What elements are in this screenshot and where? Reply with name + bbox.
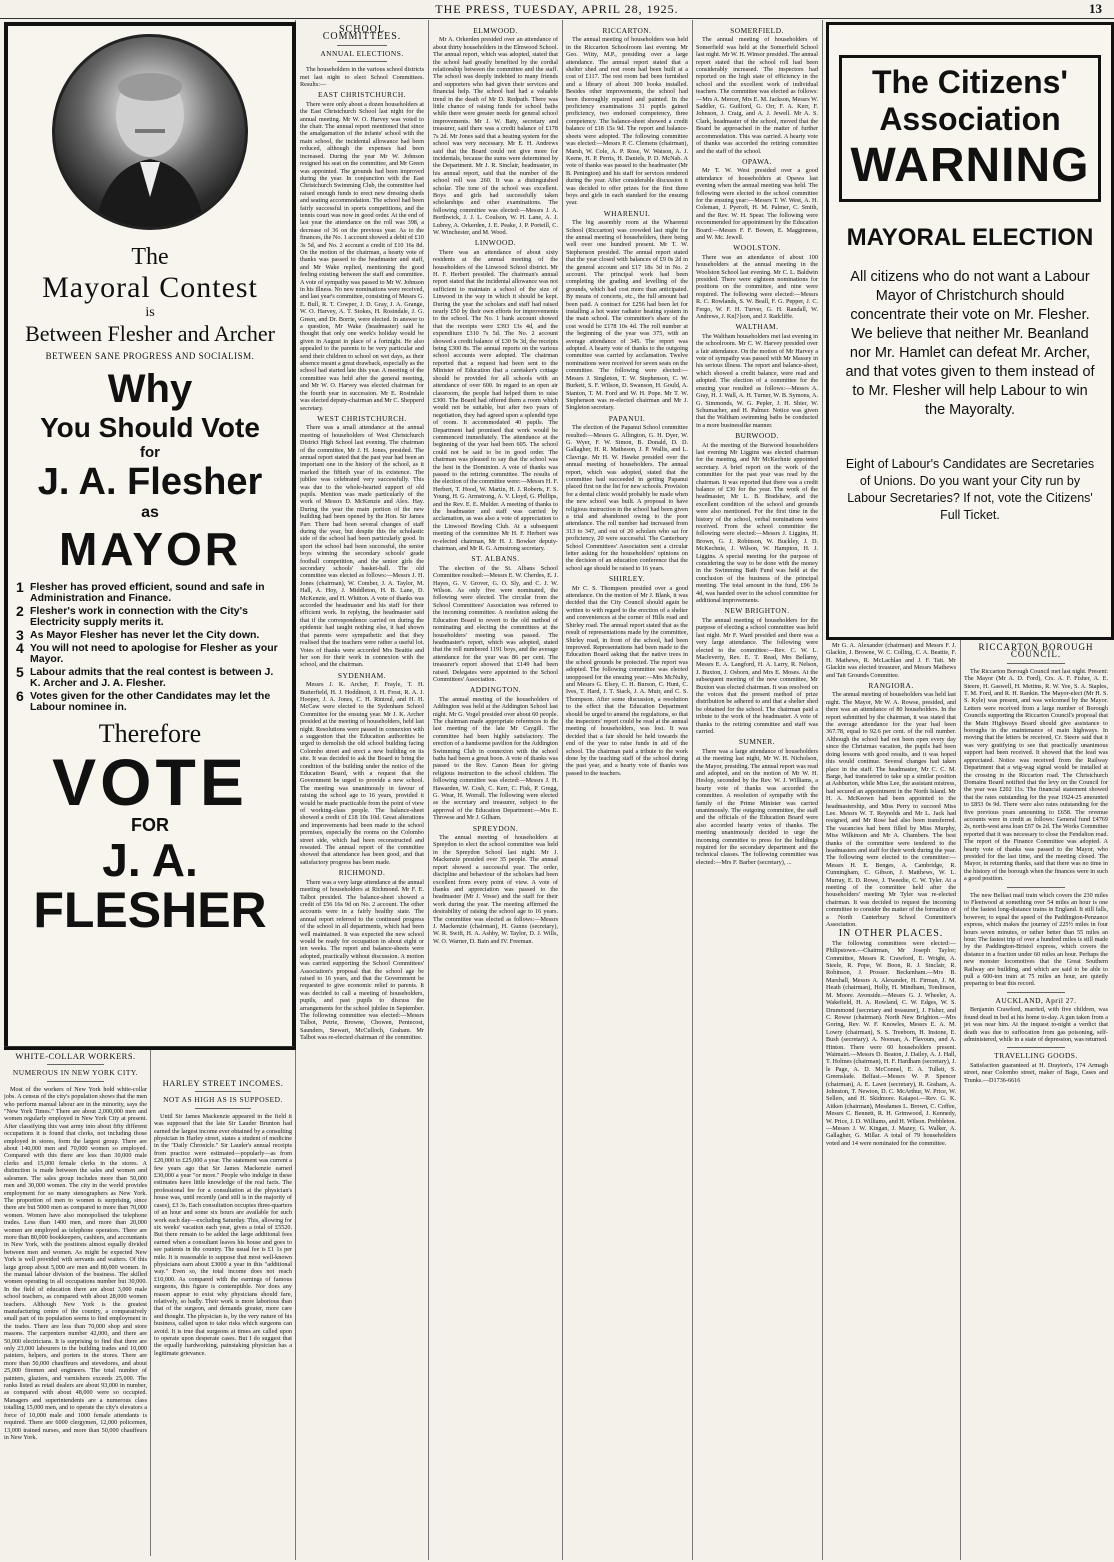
- reason-item: [16, 603, 284, 628]
- ad-line: FOR: [131, 815, 169, 835]
- reason-item: [16, 664, 284, 689]
- district-heading: RICHMOND.: [338, 868, 386, 878]
- article-paragraph: There was a very large attendance at the annual meeting of householders at Richmond. Mr F. E. Talbot presided. The balance-sheet showed a credit of £56 16s 9d on No. 2 account. The other accounts were in a fairly healthy state. The annual report referred to the continued progress of the school in all departments, which had been well maintained. It was expected the new school would be ready for occupation in about eight or ten weeks. The report and balance-sheets were adopted, practically without discussion. A motion was carried supporting the School Committees' Association's proposal that the school age be raised to 16 years, and that the Government be requested to give economic relief to parents. It was decided to call a meeting of householders, pupils, and past pupils to discuss the arrangements for the school jubilee in September. The following committee was elected:—Messrs Talbot, Petrie, Browne, Chowen, Pentecost, Saunders, Stewart, McCulloch, Graham. Mr Talbot was re-elected chairman of the committee.: [300, 878, 424, 1042]
- reason-item: [16, 640, 284, 665]
- district-heading: PAPANUI.: [608, 413, 646, 423]
- reason-number: 5: [16, 664, 24, 680]
- article-paragraph: Mr G. A. Alexander (chairman) and Messrs F. J. Glackin, J. Browne, W. C. Colling, C. A. Beattie, F. H. Mathews, R. McLachlan and J. F. Tait. Mr Glackin was elected treasurer, and Messrs Mathews and Tait Grounds Committee.: [826, 642, 956, 679]
- ad-line: Therefore: [98, 719, 202, 748]
- district-heading: RICCARTON.: [602, 26, 652, 35]
- article-paragraph: There were only about a dozen householders at the East Christchurch School last night for the annual meeting. Mr W. O. Harvey was voted to the chair. The annual report mentioned that since the amalgamation of the infants' school with the main school, the incidental allowance had been reduced, although the expenses had been increased. During the year Mr W. Johnson resigned his seat on the committee, and Mr Green was appointed. The grounds had been improved during the year. In conjunction with the East Christchurch Swimming Club, the committee had raised enough funds to erect new dressing sheds and seating accommodation. The school had been fairly successful in sports competitions, and the tennis court was now in good order. At the end of last year the attendance on the roll was 398, a decrease of 36 on the previous year. As to the finances, the No. 1 account showed a debit of £10 3s 5d, and No. 2 account a credit of £10 16s 8d. On the motion of the chairman, a hearty vote of thanks was passed to the headmaster and staff, and Mr Wake replied, mentioning the good feeling existing between the staff and committee. A vote of sympathy was passed to Mr W. Johnson in his illness. No new nominations were received, and last year's committee, consisting of Messrs G. E. Bull, R. T. Cowper, J. D. Gray, J. A. Grange, W. O. Harvey, A. T. Stokes, H. Rosindale, J. G. Green, and Dr. Borrie, were elected. In answer to a question, Mr Wake (headmaster) said he thought that only one week's holiday would be given in August in place of a fortnight. He also appealed to the parents to be very particular and send their children to school on wet days, as their absence meant a great drawback, especially as the school had started late this year. A meeting of the committee was held after the general meeting, and Mr W. O. Harvey was elected chairman for the fourth year in succession. Mr E. Rosindale was elected deputy-chairman and Mr C. Shepperd secretary.: [300, 100, 424, 412]
- news-column-6: [826, 642, 956, 1556]
- article-paragraph: The election of the St. Albans School Committee resulted:—Messrs E. W. Cherdes, E. J. Hayes, G. V. Grover, G. O. Sly, and C. J. W. Wilson. As only five were nominated, the following were elected. The circular from the School Committees' Association was referred to the incoming committee. A resolution asking the Education Board to revert to the old method of nominating and electing the committees at the householders' meeting was passed. The headmaster's report, which was adopted, stated that the roll numbered 1191 boys, and the average attendance for the year was 86 per cent. The treasurer's report showed that £149 had been raised. Delegates were appointed to the School Committees' Association.: [433, 564, 558, 683]
- reasons-list: [16, 579, 284, 713]
- column-rule: [822, 20, 823, 1560]
- citizens-ad-header: [839, 55, 1101, 202]
- article-subheadline: NUMEROUS IN NEW YORK CITY.: [12, 1068, 139, 1078]
- article-paragraph: The annual meeting of householders at Spreydon to elect the school committee was held in the Spreydon School last night. Mr J. Mackenzie presided over 35 people. The annual report showed a successful year. The order, discipline and behaviour of the scholars had been excellent from every point of view. A vote of thanks and appreciation was passed to the headmaster (Mr J. Vosse) and the staff for their work during the year. The meeting affirmed the desirability of raising the school age to 16 years. The committee was elected as follows:—Messrs J. Mackenzie (chairman), H. Gunns (secretary), W. R. Swift, H. A. Ashby, W. Taylor, D. J. Wills, W. O. Warner, D. Bain and IV. Freeman.: [433, 834, 558, 945]
- article-paragraph: Mr C. S. Thompson presided over a good attendance. On the motion of Mr J. Blank, it was decided that the City Council should again be written to with regard to the erection of a shelter and conveniences at the corner of Hills road and Shirley road. The annual report stated that as the result of representations made by the committee, Shirley road, in front of the school, had been improved. Representations had been made to the Education Board asking that the native trees in the school grounds be protected. The report was adopted. The following committee was elected unopposed for the ensuing year:—Mrs McNulty, and Messrs G. Elsey, C. H. Burson, C. Hunt, C. Ives, T. Hard, J. T. Stack, J. A. Muir, and C. S. Thompson. After some discussion, a resolution to the effect that the Education Department should be urged to amend the regulations, so that the inspectors' report could be read at the annual meeting of householders, was lost. It was decided that a fair should be held towards the end of the year to raise funds in aid of the school. The chairman paid a tribute to the work done by the teaching staff of the school during the past year, and a hearty vote of thanks was passed to the teachers.: [566, 584, 688, 777]
- ad-line: Association: [879, 101, 1061, 137]
- article-paragraph: The annual meeting of householders of Somerfield was held at the Somerfield School last night. Mr W. H. Winsor presided. The annual report stated that the school roll had been considerably increased. The inspectors had reported on the high state of efficiency in the school and the excellent work of individual teachers. The committee was elected as follows:—Mrs A. Mercer, Mrs E. M. Jackson, Messrs W. Saddler, G. Guilford, G. Orr, F. A. Kerr, F. Johnson, J. Craig, and A. J. Jewell. Mr A. S. Clark, headmaster of the school, moved that the Board be approached in the matter of further accommodation. This was carried. A hearty vote of thanks was accorded the retiring committee and the staff of the school.: [696, 36, 818, 155]
- reason-text: Votes given for the other Candidates may let the Labour nominee in.: [30, 690, 271, 713]
- dateline: AUCKLAND, April 27.: [995, 995, 1077, 1005]
- district-heading: WEST CHRISTCHURCH.: [317, 413, 407, 423]
- ad-line: The Citizens': [871, 64, 1069, 100]
- school-committees-column: [300, 24, 424, 1556]
- article-paragraph: The annual meeting of householders for the purpose of electing a school committee was held last night. Mr F. Ward presided and there was a very large attendance. The following were elected to the committee:—Rev. C. W. L. Macleverty, Rev. E. T. Read, Mrs Bellamy, Messrs E. A. Langford, H. A. Larry, R. Nelson, J. Buxton, J. Osborn, and Mrs E. Moses. At the subsequent meeting of the new committee, Mr Buxton was elected chairman. It was resolved on the voices that the present method of prize distribution be adhered to and that a shelter shed be obtained for the school. The chairman paid a tribute to the work of the headmaster. A vote of thanks to the retiring committee and staff was carried.: [696, 616, 818, 735]
- news-column-5: [696, 24, 818, 1556]
- classified-heading: TRAVELLING GOODS.: [994, 1051, 1078, 1061]
- ad-line: MAYOR: [59, 523, 241, 575]
- article-paragraph: There was an attendance of about sixty residents at the annual meeting of the householders of the Linwood School district. Mr H. F. Herbert presided. The chairman's annual report stated that the incidental allowance was not sufficient to maintain a school of the size of Linwood in the way in which it should be kept. During the year the scholars and staff had raised nearly £50 by their own efforts for improvements to the school. The No. 1 bank account showed that the receipts were £393 13s 4d, and the expenditure £310 7s 5d. The No. 2 account showed a credit balance of £30 9s 3d, the receipts being £300 8s. The annual reports on the various school accounts were adopted. The chairman reported that a request had been sent to the Minister of Education that a caretaker's cottage should be provided for all schools with an attendance of over 600. In regard to an open air classroom, the people had helped them to raise £300. The Board had offered them a room which would not be suitable, but after two years of negotiation, they had agreed upon a splendid type of room. It accommodated 40 pupils. The Department had promised that work would be commenced immediately. The attendance at the beginning of the year had been 605. The school could not be said to be in good order. The chairman was pleased to say that the school was the best in the Dominion. A vote of thanks was passed to the retiring committee. The results of the election of the committee were:—Messrs H. F. Herbert, T. Hood, W. Martin, H. J. Roberts, F. S. Young, H. G. Armstrong, A. V. Lloyd, G. Phillips, and the Rev. E. E. Mulder. A meeting of thanks to the headmaster and staff was carried by acclamation, as was also a vote of appreciation to the Linwood Bowling Club. At a subsequent meeting of the committee Mr H. F. Herbert was re-elected chairman, Mr H. J. Bowker deputy-chairman, and Mr R. G. Armstrong secretary.: [433, 248, 558, 553]
- article-paragraph: The new Belfast mail train which covers the 230 miles to Fleetwood at something over 54 miles an hour is one of the fastest long-distance trains in England. It still falls, however, to equal the speed of the Paddington-Penzance express, which makes the journey of 225½ miles in four hours seven minutes, or rather better than 55 miles an hour. The fastest trip of over a hundred miles is still made by the Paddington-Bristol express, which covers the distance in a fraction under 60 miles an hour. Perhaps the new monster locomotives that the Great Southern Railway are building, and which are said to be able to pull a 600-ton train at 75 miles an hour, are quietly preparing to beat this record.: [964, 891, 1108, 988]
- ad-line: Between Flesher and Archer: [25, 321, 275, 346]
- citizens-ad-body: All citizens who do not want a Labour Mayor of Christchurch should concentrate their vote on Mr. Flesher. We believe that neither Mr. Beanland nor Mr. Hamlet can defeat Mr. Archer, and that votes given to them instead of to Mr. Flesher will help Labour to win the Mayoralty.: [845, 269, 1095, 418]
- district-heading: SOMERFIELD.: [730, 26, 784, 35]
- reason-text: Flesher has proved efficient, sound and safe in Administration and Finance.: [30, 581, 265, 604]
- ad-line: is: [145, 305, 155, 320]
- news-column-4: [566, 24, 688, 1556]
- citizens-ad-footer: Eight of Labour's Candidates are Secretaries of Unions. Do you want your City run by Labour Secretaries? If not, vote the Citizens' Full Ticket.: [845, 457, 1095, 522]
- article-paragraph: The annual meeting of householders was held in the Riccarton Schoolroom last evening. Mr Geo. Witty, M.P., presiding over a large attendance. The annual report stated that a shelter shed and rest room had been built at a cost of £117. The rest room had been furnished and a library of about 300 books installed. Besides other improvements, the school had been thoroughly repaired and painted. In the proficiency examinations 31 pupils gained proficiency, two endorsed competency, three competency. The balance-sheet showed a credit balance of £18 15s 9d. The report and balance-sheets were adopted. The following committee was elected:—Messrs P. C. Clemens (chairman), Marsh, W. Cole, A. P. Rose, W. Watson, A. J. Keene, H. P. Perris, H. Daniels, P. D. McNab. A vote of thanks was passed to the headmaster (Mr B. Penington) and his staff for services rendered during the year. After considerable discussion it was decided to offer prizes for the first three boys and girls in each standard for the ensuing year.: [566, 36, 688, 207]
- section-headline: SCHOOL COMMITTEES.: [322, 24, 402, 43]
- district-heading: ST. ALBANS.: [471, 554, 520, 564]
- district-heading: LINWOOD.: [474, 238, 517, 248]
- ad-line: BETWEEN SANE PROGRESS AND SOCIALISM.: [45, 351, 255, 361]
- article-headline: WHITE-COLLAR WORKERS.: [15, 1051, 136, 1061]
- article-paragraph: There was a small attendance at the annual meeting of householders of West Christchurch District High School last evening. The chairman of the committee, Mr J. H. Jones, presided. The annual report stated that the past year had been an important one in the history of the school, as it marked the fiftieth year of its existence. The jubilee was celebrated very successfully. This was due to the whole-hearted support of old pupils. Mention was made particularly of the work of Messrs D. McKenzie and Alex. Hay. During the year the main portion of the new building had been opened by the Hon. Sir James Parr. There had been several changes of staff during the year, but despite this the scholastic side of the school had been particularly good. In sport the school had been successful, the senior boys winning the secondary schools' grade football competition, and the senior girls the secondary schools' basket-ball. The old committee was elected as follows:—Messrs J. H. Jones (chairman), W. Comber, J. A. Taylor, M. Hall, A. Hoy, J. Middleton, H. B. Lane, D. McKenzie, and H. Whitton. A vote of thanks was accorded the headmaster and his staff for their efficient work. In replying, the headmaster said that if the correspondence carried on during the epidemic had taught nothing else, it had shown that parents were sympathetic and that they realised that the teachers were rather a useful lot. Votes of thanks were accorded Mrs Beattie and her son for their work in connexion with the school, and the chairman.: [300, 424, 424, 669]
- section-divider: [4, 1046, 294, 1047]
- article-paragraph: Until Sir James Mackenzie appeared in the field it was supposed that the late Sir Lauder Brunton had earned the largest income ever obtained by a consulting physician in Harley street, states a student of medicine in the "Daily Chronicle." Sir Lauder's annual receipts from practice were estimated—popularly—as from £20,000 to £25,000 a year. The statement was current a few years ago that Sir James Mackenzie earned £30,000 a year "or more." People who indulge in these estimates have little knowledge of the real facts. The professional fee for a consultation at the physician's house was, until recently (and still is in the majority of cases), £3 3s. Each consultation occupies three-quarters of an hour and some six hours are available for such work each day—excluding Saturday. This, allowing for six weeks' vacation each year, gives a total of £5520. But there remain to be added the large additional fees earned when a consultant leaves his house and goes to see patients in the country. The usual fee is £1 1s per mile. It is reasonable to suppose that most well-known physicians earn about £3000 a year in this "additional way." Even so, the total income does not reach £10,000. As compared with the earnings of famous surgeons, this figure is contemptible. Nor does any reason appear to exist why physicians should fare, relatively, so badly. Their work is more laborious than that of the surgeon, and demands greater, more care and thought. The physician is, by the very nature of his business, called upon to take risks which surgeons can avoid. It is true that surgeons at times are called upon to operate upon desperate cases. But I do suggest that the equally hardworking, painstaking physician has a legitimate grievance.: [154, 1112, 292, 1357]
- district-heading: SHIRLEY.: [608, 574, 646, 584]
- candidate-portrait: [52, 34, 248, 230]
- article-paragraph: The following committees were elected:— Philipstown.—Chairman, Mr Joseph Taylor; Committee, Messrs R. Crawford, E. Wright, A. Steele, R. Pope, W. Boon, R. J. Sinclair, R. Robinson, J. Prosser. Beckenham.—Mrs B. Marshall, Messrs A. Alexander, H. Firman, J. M. Heath (chairman), Holly, H. Mindham, Tomlinson, M. Moore. Avonside.—Messrs G. J. Wheeler, A. Wakefield, H. A. Rowland, C. W. Edges, W. S. Drummond (secretary and treasurer), J. Fisher, and C. Rowse (chairman). North New Brighton.—Mrs Goring, Rev. W. F. Knowles, Messrs E. A. M. Lowry (chairman), S. S. Treeborn, H. Instone, E. Bush (secretary). A. Noonan, A. Flavours, and A. Hinton. There were 60 householders present. Waimairi.—Messrs D. Beaton, J. Dailey, A. J. Hall, T. Holmes (chairman), H. F. Hardham (secretary), J. le Page, A. D. McConnel, E. A. Tullett, S. Greenslade. Belfast.—Messrs W. P. Spencer (chairman), A. E. Lawn (secretary), R. Graham, A. Johnston, T. Newton, D. C. McArthur, W. Price, W. Sellers, and H. Skidmore. Kaiapoi.—Rev. G. K. Aitken (chairman), Mesdames L. Brown, C. Coffee, Messrs C. Bennett, R. H. Grimwood, J. Kennedy, W. Price, J. D. Williams, and H. Wilson. Prebbleton.—Messrs J. W. Kingan, J. Mazey, G. Walker, A. Gallagher, G. Millar. A total of 79 householders voted and 14 were nominated for the committee.: [826, 939, 956, 1147]
- district-heading: WALTHAM.: [735, 322, 779, 332]
- article-paragraph: The Riccarton Borough Council met last night. Present: The Mayor (Mr A. D. Ford), Crs. A. F. Fisher, A. E. Steere, H. Gaswell, H. Mettins, R. W. Yee, S. A. Staples, T. M. Ford, and R. H. Rankin. The Mayor-elect (Mr H. S. S. Kyle) was present, and was welcomed by the Mayor. Letters were received from a large number of Borough Councils supporting the Riccarton Council's proposal that the Main Highways Board should give assistance to boroughs in the maintenance of main highways. In moving that the letters be received, Cr. Steere said that it was very gratifying to see that practically unanimous support had been received. It showed that the lead was appreciated. Notice was received from the Railway Department that a wig-wag signal would be installed at the crossing in the Riccarton road. The Christchurch Domains Board notified that the levy on the Council for the year was £202 11s. The financial statement showed that the rates outstanding for the year 1924-25 amounted to £853 0s 9d. There were also rates outstanding for the five previous years amounting to £658. The revenue accounts were in credit as follows: General fund £4769 2s, north-west area loan £67 0s 2d. The Works Committee reported that it was necessary to close the Fendalton road. The report of the Finance Committee was adopted. A hearty vote of thanks was passed to the Mayor, who presided for the last time, and the meeting closed. The Mayor, in returning thanks, said that there was no time in the history of the borough when the finances were in such a good position.: [964, 667, 1108, 883]
- district-heading: BURWOOD.: [735, 431, 779, 441]
- article-paragraph: At the meeting of the Burwood householders last evening Mr Liggins was elected chairman for the meeting, and Mr McKechnie appointed secretary. A brief report on the work of the committee for the past year was read by the chairman. It was reported that there was a credit balance of £30 for the year. The work of the headmaster, Mr L. B. Bradshaw, and the excellent condition of the school and grounds were also mentioned. For the first time in the history of the school, verbal nominations were received. From the school committee the following were elected:—Messrs J. Liggins, H. Brown, G. J. Robinson, W. Buckley, J. D. McKechnie, J. Wilson, W. Hampton, H. J. Liggins. A special meeting for the purpose of considering the way to be done with the money in the Swimming Bath Fund was held at the conclusion of the business of the principal meeting. The total amount in the fund, £96 3s 4d, was handed over to the school committee for additional improvements.: [696, 441, 818, 605]
- district-heading: WOOLSTON.: [733, 243, 781, 253]
- district-heading: EAST CHRISTCHURCH.: [317, 90, 407, 100]
- column-rule: [692, 20, 693, 1560]
- article-paragraph: There was a large attendance of householders at the meeting last night, Mr W. H. Nicholson, the Mayor, presiding. The annual report was read and adopted, and on the motion of Mr W. H. Heslop, seconded by the Rev. W. J. Williams, a hearty vote of thanks was accorded the committee. A resolution of sympathy with the family of the Prime Minister was carried unanimously. The outgoing committee, the staff and the officials of the Education Board were also accorded hearty votes of thanks. The meeting unanimously decided to urge the incoming committee to press for the buildings required for the secondary department and the technical classes. The following committee was elected:—Mrs F. Barber (secretary), ...: [696, 747, 818, 866]
- article-subheadline: NOT AS HIGH AS IS SUPPOSED.: [163, 1095, 283, 1105]
- section-headline: RICCARTON BOROUGH COUNCIL.: [978, 642, 1094, 660]
- ad-line: WARNING: [850, 139, 1090, 192]
- ad-line: MAYORAL ELECTION: [846, 224, 1094, 251]
- article-paragraph: Most of the workers of New York hold white-collar jobs. A census of the city's population shows that the men who perform manual labour are in the minority, says the "New York Times." There are about 2,000,000 men and women regularly employed in New York City at present. After classifying this vast army into about fifty different occupations it is found that clerks, not including those employed in stores, form the largest group. There are about 140,000 men and 70,000 women so employed. Compared with this there are less than 30,000 male clerks and 15,000 female clerks in the stores. A distinction is made between the sales and women and salesmen. The sales group includes more than 50,000 men and 30,000 women. The city in the world provides employment for so many stenographers as New York. The proportion of men to women is surprising, since there are but 5000 men as compared to more than 70,000 women. Women have also monopolised the telephone trades. Less than 1400 men, and more than 20,000 women are employed as telephone operators. There are more than 80,000 bookkeepers, cashiers, and accountants in New York, with the positions almost equally divided between men and women. As might be expected New York is well provided with servants and waiters. Of this large group about 5,000 are men and 80,000 women. In the manual labour division of the business. The skilled women operating in all occupations number but 30,000. In the field of education there are about 3,000 male school teachers, as compared with about 28,000 women teachers. Although New York is the greatest manufacturing centre of the country, a comparatively small part of its population seems to find employment in the trades. There are less than 70,000 shop and store masons. The carpenters number 42,000, and there are 50,000 electricians. It is surprising to find that there are only 23,000 labourers in the building trades and 10,000 painters, helpers, and porters in the stores. There are more than 50,000 chauffeurs and stevedores, and about 25,000 firemen and engineers. The total number of painters, glaziers, and varnishers exceeds 25,000. The ranks listed as retail dealers are about 93,000 in number, as compared with about 48,000 were so occupied. Managers and superintendents are a numerous class totalling 15,000 men, and to operate the city's elevators a force of 10,000 male and 1000 female attendants is required. There are 6000 clergymen, 12,000 policemen, 13,000 trained nurses, and more than 50,000 chauffeurs in New York.: [4, 1085, 147, 1441]
- ad-line: The: [131, 244, 169, 270]
- district-heading: SUMNER.: [738, 737, 776, 747]
- ad-line: J. A. Flesher: [37, 461, 263, 503]
- reason-number: 1: [16, 579, 24, 595]
- district-heading: ELMWOOD.: [473, 26, 518, 35]
- article-paragraph: The Waltham householders met last evening in the schoolroom. Mr C. W. Harvey presided over a fair attendance. On the motion of Mr Harvey a vote of sympathy was passed with Mr Massey in his serious illness. The report and balance-sheet, which showed a credit balance, were read and adopted. The election of a committee for the ensuing year resulted as follows:—Messrs A. Gray, H. J. Wall, A. H. Turner, W. B. Symons, A. G. Simmonds, W. G. Pepler, J. H. Shier, W. Schumacher, and H. Palmer. Notice was given that the Waltham swimming baths be conducted in a more businesslike manner.: [696, 332, 818, 429]
- page-number: 13: [1089, 1, 1102, 16]
- harley-street-article: [154, 1050, 292, 1556]
- ad-line: VOTE: [52, 745, 248, 819]
- reason-text: You will not need to apologise for Flesher as your Mayor.: [30, 642, 278, 665]
- ad-line: for: [140, 444, 160, 461]
- reason-item: [16, 579, 284, 604]
- classified-ad: Satisfaction guaranteed at H. Drayton's, 174 Armagh street, near Colombo street, maker of Bags, Cases and Trunks.—D1736-6616: [964, 1061, 1108, 1084]
- section-subheadline: ANNUAL ELECTIONS.: [320, 48, 404, 58]
- article-paragraph: Mr A. Orkerden presided over an attendance of about thirty householders in the Elmwood School. The annual report, which was adopted, stated that the school had greatly benefited by the cordial relationship between the committee and the staff. The school was deeply indebted to many friends and supporters who had given their services and financial help. The school had had a valuable trend in the death of Mr D. Redpath. There was little chance of raising funds for school baths while there were greater needs for general school improvements. Mr J. W. Baty, secretary and treasurer, said there was a credit balance of £178 7s 2d. Mr Jones said that a heating system for the school was very necessary. Mr E. H. Andrews said that the Board could not give more for incidentals, because the sums were determined by the Department. Mr J. R. Sinclair, headmaster, in his annual report, said that the number of the school roll was 260. It was a distinguished scholar. The tone of the school was excellent. Boys and girls had successfully taken scholarships and other examinations. The following committee was elected:—Messrs J. A. Borthwick, J. J. L. Coulson, W. H. Lane, A. J. Lubrey, A. Orkerden, J. E. Peake, J. P. Porteill, C. W. Winchester, and M. Wood.: [433, 36, 558, 236]
- district-heading: NEW BRIGHTON.: [724, 606, 790, 616]
- ad-line: Mayoral Contest: [42, 271, 258, 304]
- news-column-3: [433, 24, 558, 1556]
- article-paragraph: The annual meeting of householders was held last night. The Mayor, Mr W. A. Rowse, presided, and there was an attendance of 80 householders. In the report submitted by the chairman, it was stated that the average attendance for the year had been 367.78, equal to 92.6 per cent. of the roll number. Although the school had not been open every day since the Christmas vacation, the pupils had been doing lessons with good results, and it was hoped this would continue. Several changes had taken place in the staff. The headmaster, Mr C. C. M. Barge, had transferred to take up a similar position at Ashburton, while Miss Lee, the assistant mistress, had secured an appointment in the North Island. Mr H. A. McKeown had been appointed to the headmastership, and Miss Perry to succeed Miss Lee. Messrs W. T. Reynolds and Mr L. Jack had resigned, and Mr Rose had also been transferred. The vacancies had been filled by Miss Murphy, Miss Wilkinson and Mr A. Chambers. The best thanks of the committee were tendered to the headmasters and staff for their work during the year. The following were elected to the committee:—Messrs H. E. Benges, A. Cambridge, R. Cunningham, C. Gibson, J. Matthews, W. L. Murray, E. D. Rowe, J. Tweedie, C. W. Tyler. At a meeting of the committee held after the householders' meeting Mr Tyler was re-elected chairman. It was decided to request the incoming committee to consider the matter of the formation of a North Canterbury School Committee's Association.: [826, 691, 956, 929]
- district-heading: SYDENHAM.: [337, 670, 387, 680]
- newspaper-masthead: THE PRESS, TUESDAY, APRIL 28, 1925.: [435, 2, 679, 16]
- reason-number: 3: [16, 627, 24, 643]
- citizens-advertisement: [826, 22, 1114, 640]
- article-paragraph: The annual meeting of the householders of Addington was held at the Addington School last night. Mr G. Vogel presided over about 60 people. The chairman made appropriate references to the last meeting of the late Mr Caygill. The committee had been highly satisfactory. The erection of a handsome pavilion for the Addington Swimming Club in connexion with the school baths had been a great boon. A vote of thanks was passed to the Rev. Canon Bean for giving religious instruction to the school children. The following committee was elected:—Messrs J. H. Hawarden, W. Cosh, C. Kerr, C. Fisk, P. Gregg, G. Wear, H. Worrall. The following were elected as the secretary and treasurer, subject to the approval of the Education Department:—Mrs E. Throwse and Mr J. Gilham.: [433, 695, 558, 822]
- district-heading: RANGIORA.: [868, 681, 914, 691]
- article-headline: HARLEY STREET INCOMES.: [162, 1078, 284, 1088]
- article-paragraph: The householders in the various school districts met last night to elect School Committees. Results:—: [300, 66, 424, 89]
- ad-line: You Should Vote: [40, 412, 260, 443]
- article-paragraph: There was an attendance of about 100 householders at the annual meeting in the Woolston School last evening. Mr C. L. Baldwin presided. There were eighteen nominations for positions on the committee, and nine were required. The following were elected:—Messrs R. C. Rowlands, S. W. Beall, F. G. Pepper, J. C. Fergo, W. F. H. Turver, G. H. Randall, W. Andrews, J. Kn[?]son, and J. Radcliffe.: [696, 253, 818, 321]
- ad-line: Why: [107, 367, 193, 411]
- column-rule: [562, 20, 563, 1560]
- article-paragraph: The election of the Papanui School committee resulted:—Messrs G. Allington, G. H. Dyer, W. G. Wyer, F. W. Simon, B. Donald, D. D. Gallagher, H. R. Matheson, J. P. Wallis, and L. Clavrige. Mr H. W. Hawke presided over the annual meeting of householders. The annual report, which was adopted, stated that the committee had succeeded in getting Papanui placed first on the list for new schools. Provision for a dental clinic would probably be made when the new school was built. A proposal to have religious instruction in the school had been given a trial and abandoned owing to the poor attendance. The roll number had increased from 313 to 347, and out of 20 scholars who sat for proficiency, 20 were successful. The Canterbury School Committees' Association sent a circular letter asking for the householders' opinions on the decision of an education conference that the school age should be raised to 16 years.: [566, 424, 688, 572]
- page-header: [0, 0, 1114, 19]
- section-headline: IN OTHER PLACES.: [838, 928, 944, 940]
- article-paragraph: Benjamin Crawford, married, with five children, was found dead in bed at his home to-day. A gun taken from a jet was near him. At the inquest to-night a verdict that death was due to suffocation from gas poisoning, self-administered, while in a state of depression, was returned.: [964, 1006, 1108, 1043]
- portrait-figure: [55, 37, 245, 227]
- ad-line: J. A.: [102, 834, 198, 886]
- column-rule: [428, 20, 429, 1560]
- news-column-7: [964, 642, 1108, 1556]
- column-rule: [150, 1050, 151, 1556]
- column-rule: [960, 640, 961, 1560]
- district-heading: ADDINGTON.: [469, 685, 522, 695]
- article-paragraph: Messrs J. K. Archer, F. Frayle, T. H. Butterfield, H. J. Hoddinott, J. H. Frost, R. A. J. Hooper, J. A. Jones, C. H. Rintoul, and H. H. McCaw were elected to the Sydenham School Committee for the ensuing year. Mr J. K. Archer presided at the meeting of householders, held last night. Resolutions were passed in connexion with a suggestion that the Education authorities be urged to demolish the old school building facing Colombo street and erect a new building on its site. It was decided to ask the Board to bring the condition of the building under the notice of the Education Board, with a request that the Government be urged to provide a new school. The meeting was unanimously in favour of raising the school age to 16 years, provided it would be made practicable from the point of view of working-class people. The balance-sheet showed a credit of £18 10s 10d. Great alterations and improvements had been made to the school premises, especially the rooms on the Colombo street side, which had been reconstructed and reseated. The annual report of the committee showed that attendance has been good, and that satisfactory progress has been made.: [300, 681, 424, 866]
- reason-number: 2: [16, 603, 24, 619]
- reason-text: Flesher's work in connection with the City's Electricity supply merits it.: [30, 605, 248, 628]
- reason-text: Labour admits that the real contest is between J. K. Archer and J. A. Flesher.: [30, 666, 274, 689]
- article-paragraph: Mr T. W. West presided over a good attendance of householders at Opawa last evening when the annual meeting was held. The following were elected to the school committee for the ensuing year:—Messrs T. W. West, A. H. Coleman, J. Pyeroft, H. M. Palmer, C. Smith, and the Rev. W. H. Spear. The following were recommended for appointment by the Education Board:—Messrs F. F. Bowen, E. Magginness, and W. Mc. Jewell.: [696, 167, 818, 241]
- reason-number: 4: [16, 640, 24, 656]
- flesher-advertisement: [4, 22, 296, 1050]
- reason-number: 6: [16, 688, 24, 704]
- district-heading: OPAWA.: [742, 156, 772, 166]
- ad-line: as: [141, 504, 159, 521]
- reason-item: [16, 688, 284, 713]
- reason-item: [16, 627, 284, 643]
- district-heading: SPREYDON.: [472, 823, 519, 833]
- ad-line: FLESHER: [33, 882, 267, 938]
- white-collar-article: [4, 1050, 147, 1556]
- reason-text: As Mayor Flesher has never let the City down.: [30, 629, 260, 641]
- district-heading: WHARENUI.: [603, 208, 651, 218]
- article-paragraph: The big assembly room at the Wharenui School (Riccarton) was crowded last night for the annual meeting of householders, there being well over one hundred present. Mr T. W. Stephenson presided. The annual report stated that the year closed with balances of £9 0s 2d in the general account and £17 18s 3d in No. 2 account. The principal work had been completing the grading and levelling of the grounds, which had cost more than anticipated. By means of concerts, etc., the full amount had been paid. A contract for £256 had been let for installing a hot water radiator heating system in the main school. The committee's share of the cost would be £178 10s 4d. The roll number at the beginning of the year was 375, with an average attendance of 345. The report was adopted. A hearty vote of thanks to the outgoing committee was carried by acclamation. Twelve nominations were received for seven seats on the committee. The following were elected:—Messrs J. Singleton, T. W. Stephenson, C. W. Burkett, S. F. Wilson, D. Swanson, H. Gould, A. Stanton, T. M. Ford and W. H. Pope. Mr T. W. Stephenson was re-elected chairman and Mr J. Singleton secretary.: [566, 219, 688, 412]
